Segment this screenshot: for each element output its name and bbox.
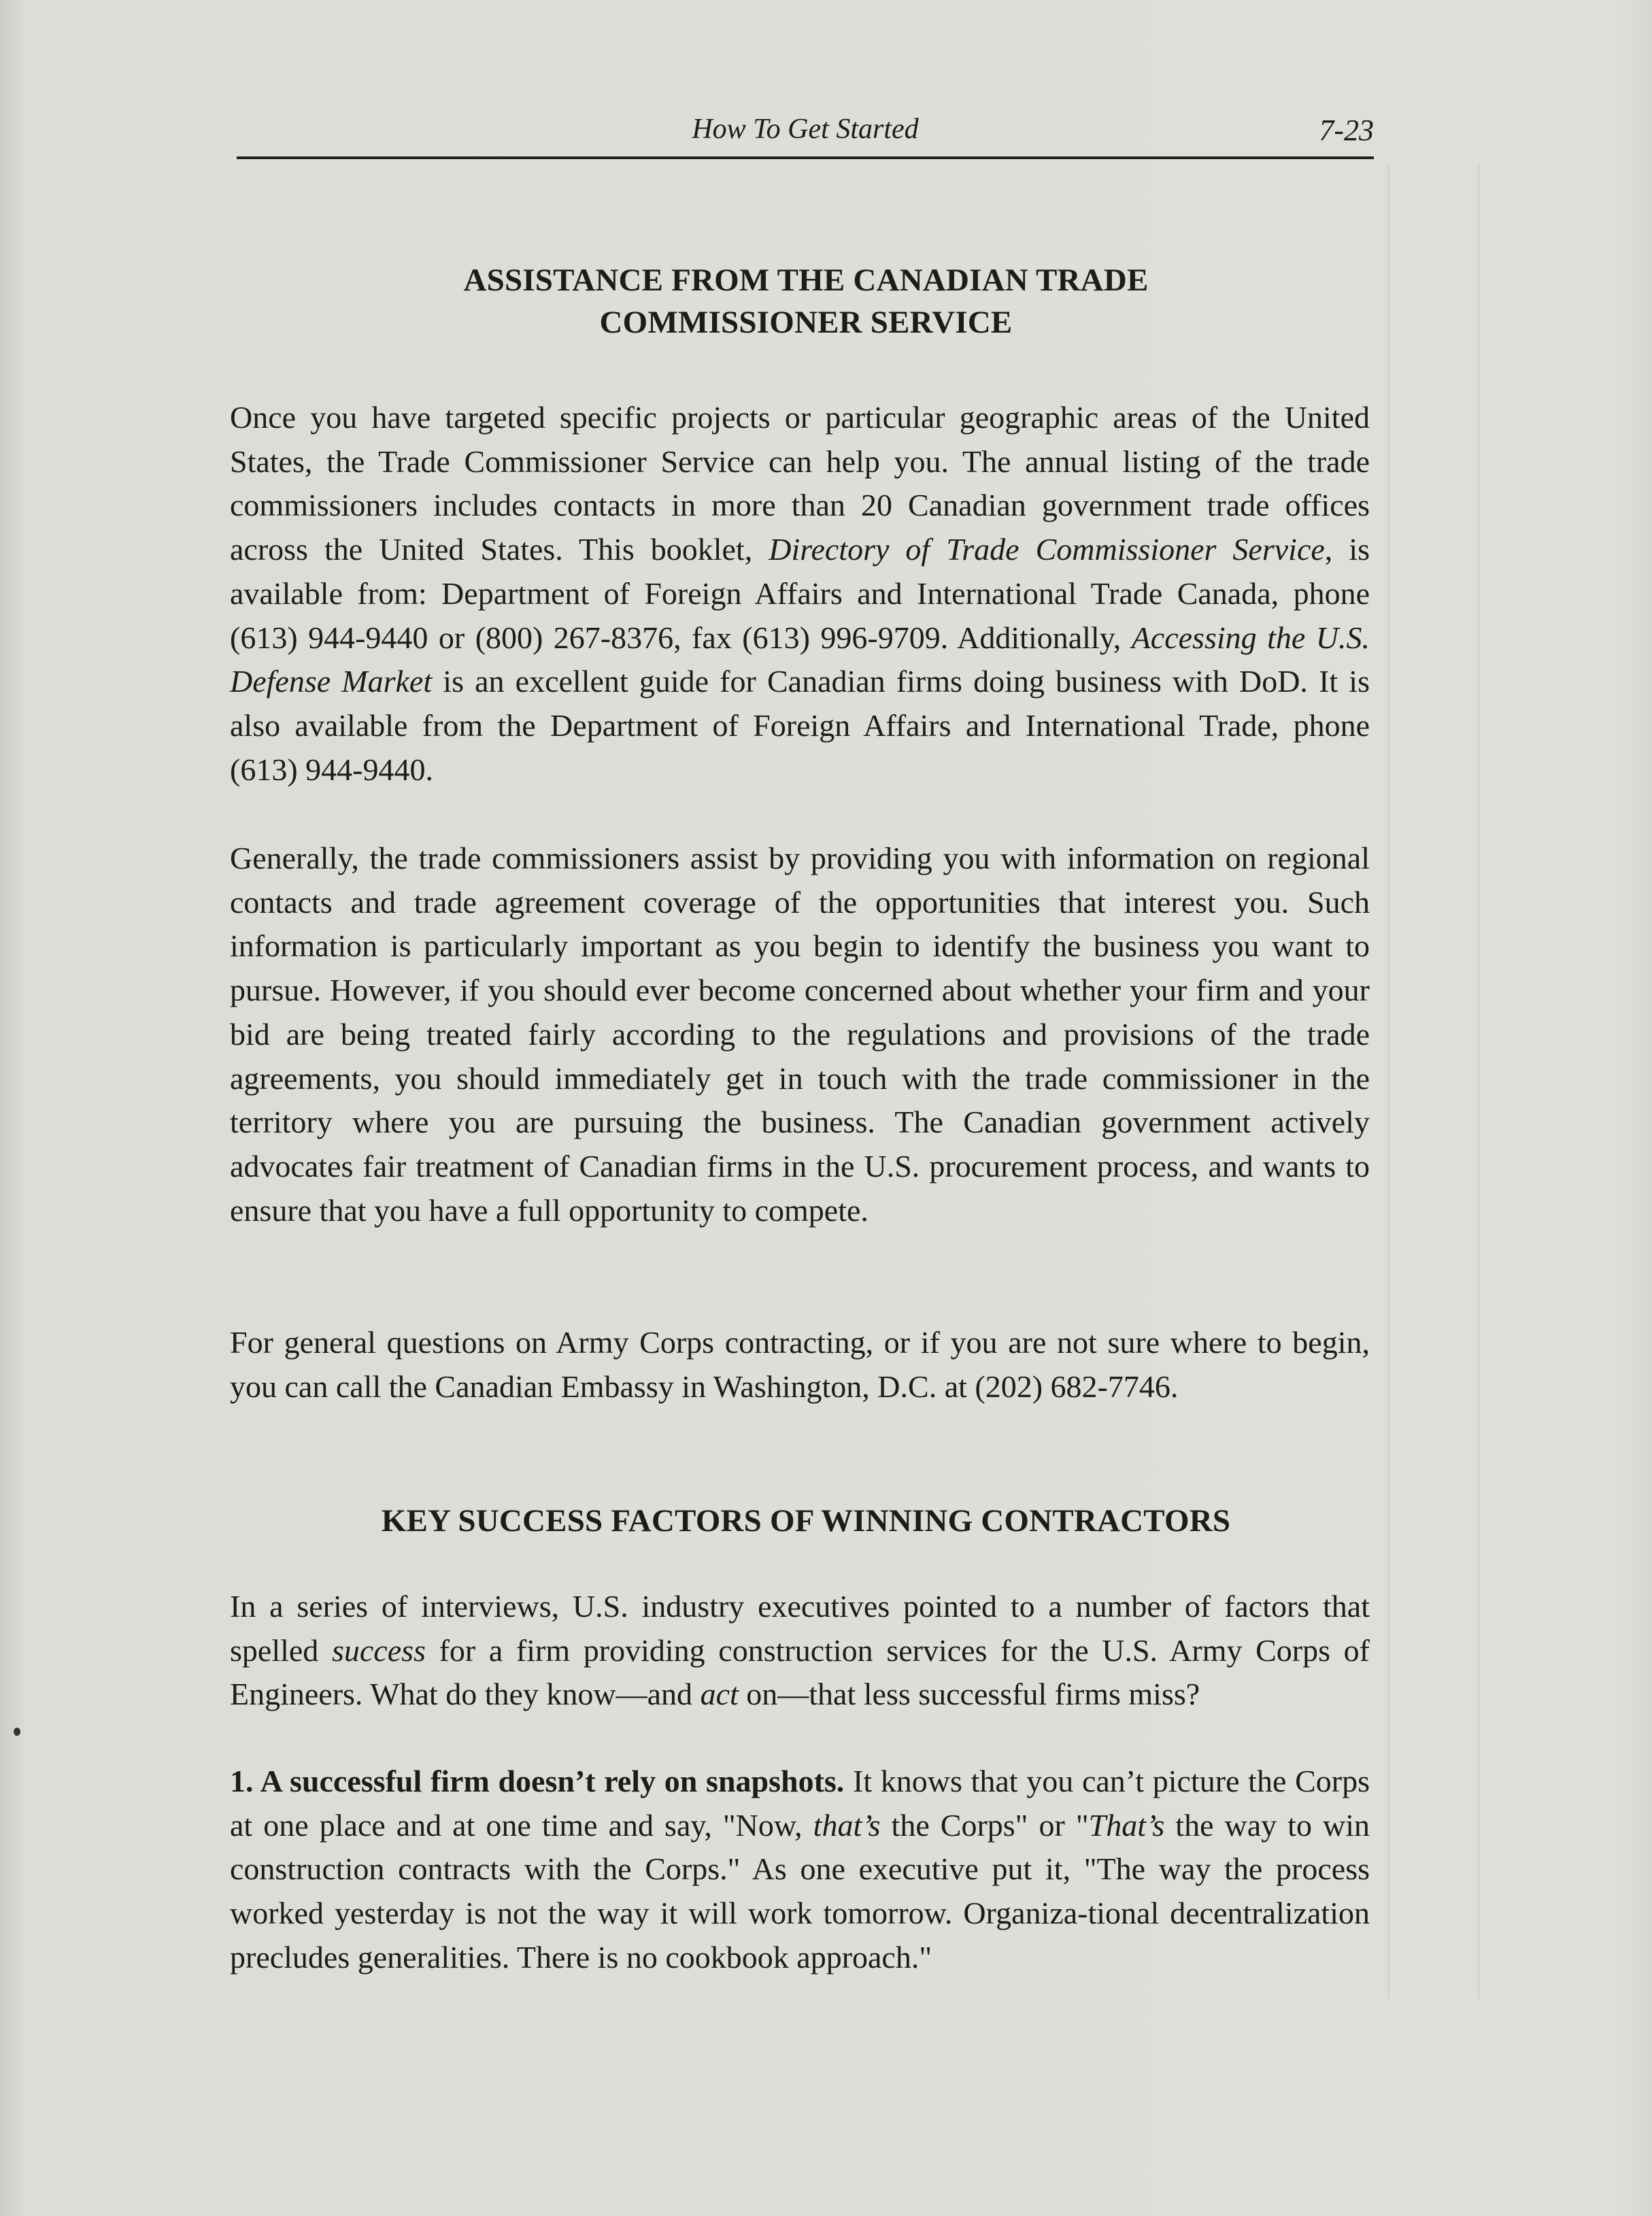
text-run: is an excellent guide for Canadian firms doing business with DoD. It is also available from the Department of Foreign Affairs and International Trade, phone (613) 944-9440.: [230, 664, 1370, 787]
text-run: on—that less successful firms miss?: [738, 1677, 1200, 1712]
text-run: , is available from: Department of Foreign Affairs and International Trade Canada, phone (613) 944-9440 or (800) 267-8376, fax (613) 996-9709. Additionally,: [230, 532, 1370, 655]
text-run: Once you have targeted specific projects or particular geographic areas of the United States, the Trade Commissioner Service can help you. The annual listing of the trade commissioners includes contacts in more than 20 Canadian government trade offices across the United States. This booklet,: [230, 400, 1370, 567]
paragraph-trade-commissioner-assist: Generally, the trade commissioners assist by providing you with information on regional contacts and trade agreement coverage of the opportunities that interest you. Such information is particularly important as you begin to identify the business you want to pursue. However, if you should ever become concerned about whether your firm and your bid are being treated fairly according to the regulations and provisions of the trade agreements, you should immediately get in touch with the trade commissioner in the territory where you are pursuing the business. The Canadian government actively advocates fair treatment of Canadian firms in the U.S. procurement process, and wants to ensure that you have a full opportunity to compete.: [230, 841, 1370, 1228]
text-run: In a series of interviews, U.S. industry executives pointed to a number of factors that spelled: [230, 1589, 1370, 1668]
emphasis-act: act: [700, 1677, 739, 1712]
paragraph-factor-1: [230, 1760, 1370, 1980]
text-run: It knows that you can’t picture the Corps at one place and at one time and say, "Now,: [230, 1764, 1370, 1843]
section-heading-trade-commissioner: ASSISTANCE FROM THE CANADIAN TRADE COMMISSIONER SERVICE: [463, 263, 1149, 340]
paragraph-embassy-contact: For general questions on Army Corps contracting, or if you are not sure where to begin, you can call the Canadian Embassy in Washington, D.C. at (202) 682-7746.: [230, 1325, 1370, 1404]
show-through-table: [1387, 163, 1480, 2000]
factor-1-lead: 1. A successful firm doesn’t rely on snapshots.: [230, 1764, 845, 1798]
scan-speck: [14, 1728, 20, 1736]
running-header: [237, 109, 1374, 159]
page-number: 7-23: [1319, 114, 1374, 147]
defense-market-title: Accessing the U.S. Defense Market: [230, 620, 1370, 699]
directory-title: Directory of Trade Commissioner Service: [769, 532, 1325, 567]
paragraph-key-success-intro: [230, 1585, 1370, 1717]
emphasis-thats-capital: That’s: [1088, 1807, 1165, 1843]
section-heading-key-success-factors: KEY SUCCESS FACTORS OF WINNING CONTRACTORS: [381, 1503, 1231, 1539]
text-run: for a firm providing construction services for the U.S. Army Corps of Engineers. What do they know—and: [230, 1632, 1370, 1712]
text-run: the way to win construction contracts with the Corps." As one executive put it, "The way the process worked yesterday is not the way it will work tomorrow. Organiza-tional decentralization precludes generalities. There is no cookbook approach.": [230, 1807, 1370, 1975]
text-run: the Corps" or ": [880, 1807, 1089, 1843]
emphasis-thats: that’s: [813, 1807, 881, 1843]
paragraph-trade-commissioner-intro: [230, 396, 1370, 792]
running-title: How To Get Started: [692, 114, 919, 145]
emphasis-success: success: [331, 1632, 426, 1668]
